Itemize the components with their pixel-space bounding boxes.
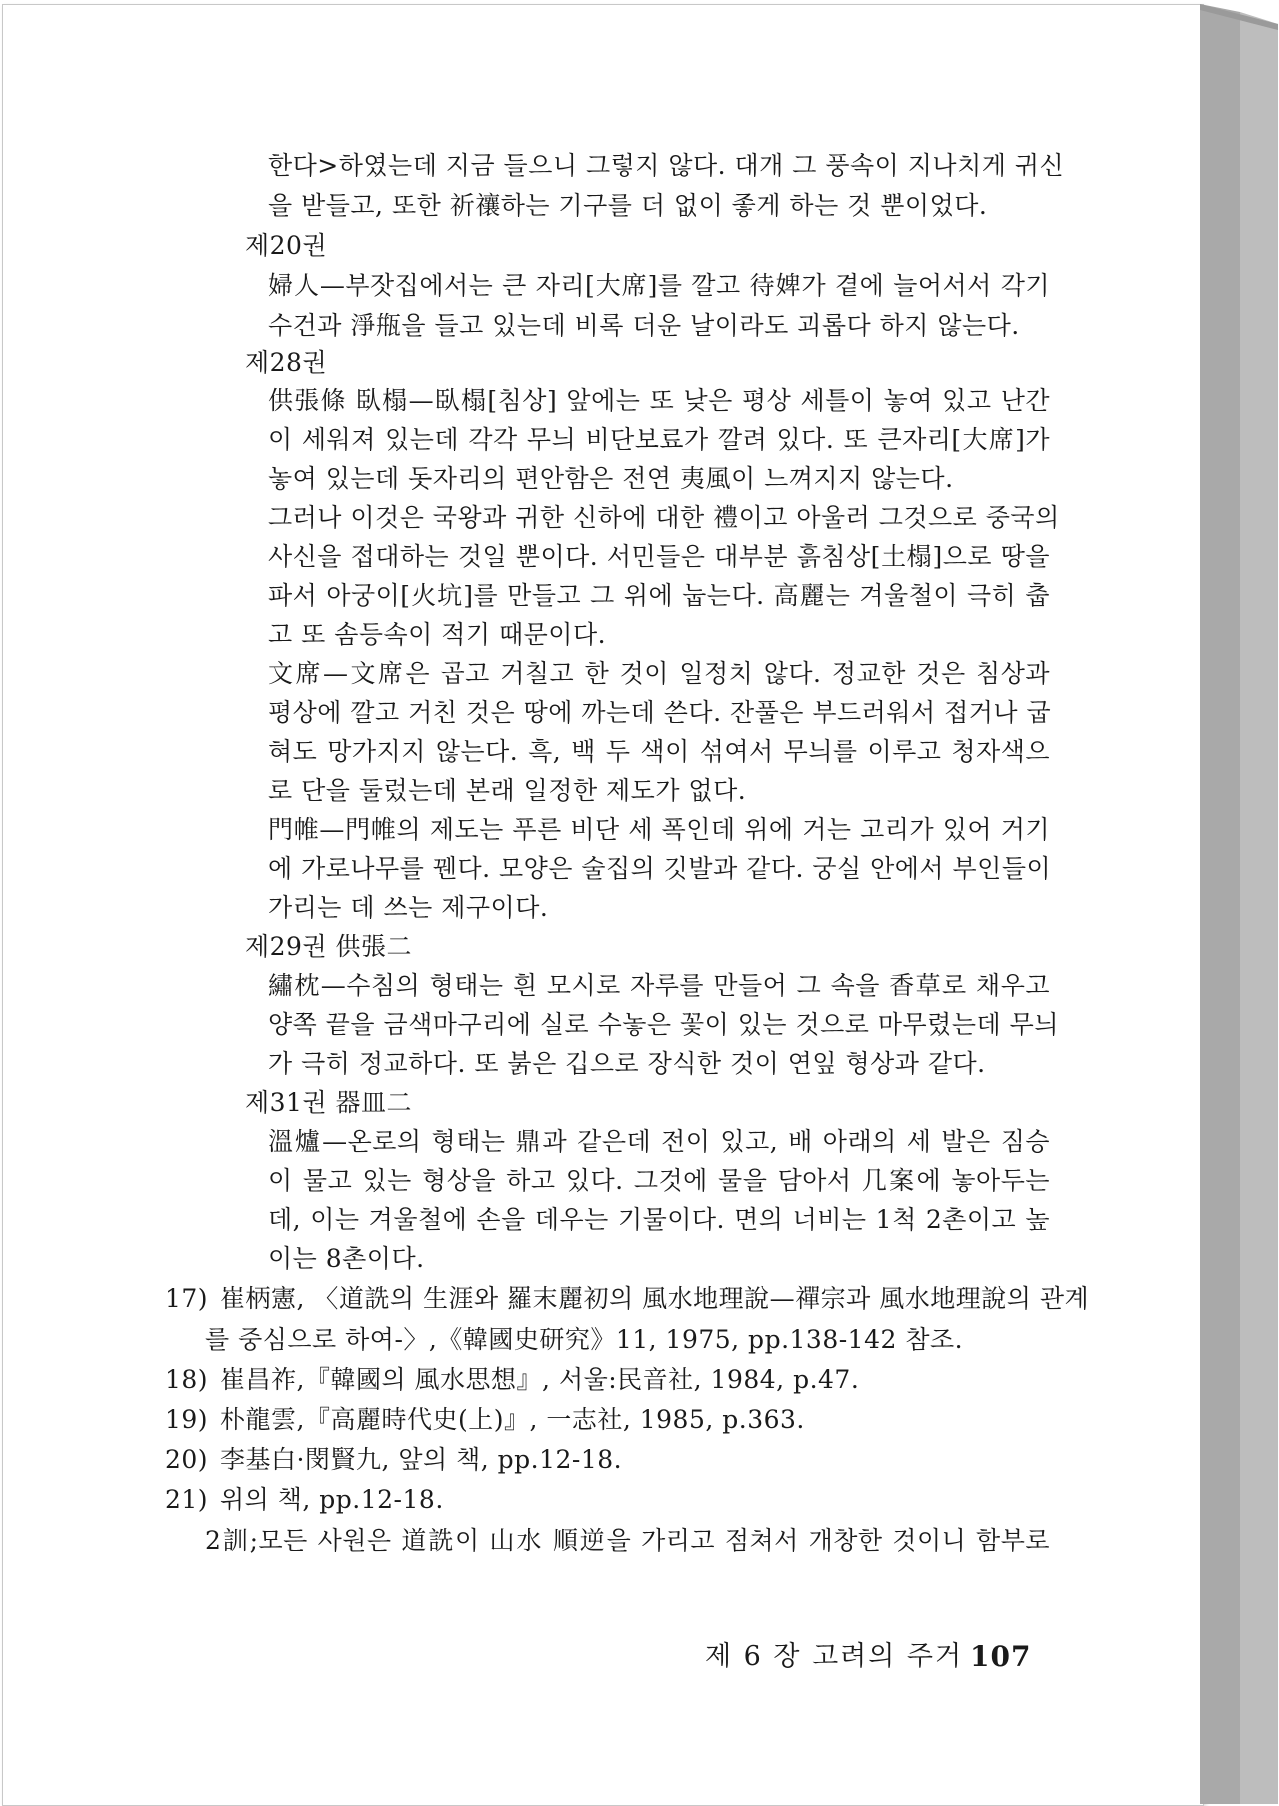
footnote-sub-note: 2訓;모든 사원은 道詵이 山水 順逆을 가리고 점쳐서 개창한 것이니 함부로 — [205, 1526, 1050, 1555]
body-line: 평상에 깔고 거친 것은 땅에 까는데 쓴다. 잔풀은 부드러워서 접거나 굽 — [268, 698, 1052, 727]
footnote-number: 20) — [165, 1445, 209, 1474]
footnote-number: 21) — [165, 1485, 209, 1514]
volume-heading: 제28권 — [245, 348, 328, 377]
body-line: 溫爐—온로의 형태는 鼎과 같은데 전이 있고, 배 아래의 세 발은 짐승 — [268, 1127, 1050, 1156]
body-line: 양쪽 끝을 금색마구리에 실로 수놓은 꽃이 있는 것으로 마무렸는데 무늬 — [268, 1010, 1059, 1039]
volume-heading: 제31권 器皿二 — [245, 1088, 413, 1117]
body-line: 이 물고 있는 형상을 하고 있다. 그것에 물을 담아서 几案에 놓아두는 — [268, 1166, 1050, 1195]
body-line: 사신을 접대하는 것일 뿐이다. 서민들은 대부분 흙침상[土榻]으로 땅을 — [268, 542, 1050, 571]
footnote-text: 崔昌祚,『韓國의 風水思想』, 서울:民音社, 1984, p.47. — [220, 1365, 860, 1394]
body-line: 파서 아궁이[火坑]를 만들고 그 위에 눕는다. 高麗는 겨울철이 극히 춥 — [268, 581, 1050, 610]
footnote-text: 崔柄憲, 〈道詵의 生涯와 羅末麗初의 風水地理說—禪宗과 風水地理說의 관계 — [220, 1284, 1090, 1313]
body-line: 수건과 淨甁을 들고 있는데 비록 더운 날이라도 괴롭다 하지 않는다. — [268, 311, 1020, 340]
body-line: 로 단을 둘렀는데 본래 일정한 제도가 없다. — [268, 776, 747, 805]
body-line: 供張條 臥榻—臥榻[침상] 앞에는 또 낮은 평상 세틀이 놓여 있고 난간 — [268, 386, 1050, 415]
body-line: 이 세워져 있는데 각각 무늬 비단보료가 깔려 있다. 또 큰자리[大席]가 — [268, 425, 1050, 454]
body-line: 혀도 망가지지 않는다. 흑, 백 두 색이 섞여서 무늬를 이루고 청자색으 — [268, 737, 1050, 766]
volume-heading: 제29권 供張二 — [245, 932, 413, 961]
footnote-number: 19) — [165, 1405, 209, 1434]
volume-heading: 제20권 — [245, 231, 328, 260]
footnote-text: 위의 책, pp.12-18. — [220, 1485, 444, 1514]
body-line: 을 받들고, 또한 祈禳하는 기구를 더 없이 좋게 하는 것 뿐이었다. — [268, 191, 988, 220]
footnote-text: 朴龍雲,『高麗時代史(上)』, 一志社, 1985, p.363. — [220, 1405, 805, 1434]
body-line: 婦人—부잣집에서는 큰 자리[大席]를 깔고 待婢가 곁에 늘어서서 각기 — [268, 271, 1050, 300]
footnote-continuation: 를 중심으로 하여-〉,《韓國史研究》11, 1975, pp.138-142 참조. — [205, 1325, 964, 1354]
footnote-number: 17) — [165, 1284, 209, 1313]
body-line: 놓여 있는데 돗자리의 편안함은 전연 夷風이 느껴지지 않는다. — [268, 464, 954, 493]
footer-chapter-title: 제 6 장 고려의 주거 — [705, 1641, 964, 1672]
body-line: 가리는 데 쓰는 제구이다. — [268, 893, 549, 922]
body-line: 한다>하였는데 지금 들으니 그렇지 않다. 대개 그 풍속이 지나치게 귀신 — [268, 151, 1065, 180]
body-line: 고 또 솜등속이 적기 때문이다. — [268, 620, 607, 649]
book-spine — [1200, 4, 1278, 1804]
body-line: 이는 8촌이다. — [268, 1244, 425, 1273]
footnote-text: 李基白·閔賢九, 앞의 책, pp.12-18. — [220, 1445, 623, 1474]
body-line: 그러나 이것은 국왕과 귀한 신하에 대한 禮이고 아울러 그것으로 중국의 — [268, 503, 1060, 532]
body-line: 門帷—門帷의 제도는 푸른 비단 세 폭인데 위에 거는 고리가 있어 거기 — [268, 815, 1050, 844]
body-line: 에 가로나무를 꿴다. 모양은 술집의 깃발과 같다. 궁실 안에서 부인들이 — [268, 854, 1052, 883]
body-line: 가 극히 정교하다. 또 붉은 깁으로 장식한 것이 연잎 형상과 같다. — [268, 1049, 986, 1078]
page-number: 107 — [970, 1640, 1032, 1673]
body-line: 繡枕—수침의 형태는 흰 모시로 자루를 만들어 그 속을 香草로 채우고 — [268, 971, 1050, 1000]
body-line: 데, 이는 겨울철에 손을 데우는 기물이다. 면의 너비는 1척 2촌이고 높 — [268, 1205, 1050, 1234]
footnote-number: 18) — [165, 1365, 209, 1394]
body-line: 文席—文席은 곱고 거칠고 한 것이 일정치 않다. 정교한 것은 침상과 — [268, 659, 1050, 688]
